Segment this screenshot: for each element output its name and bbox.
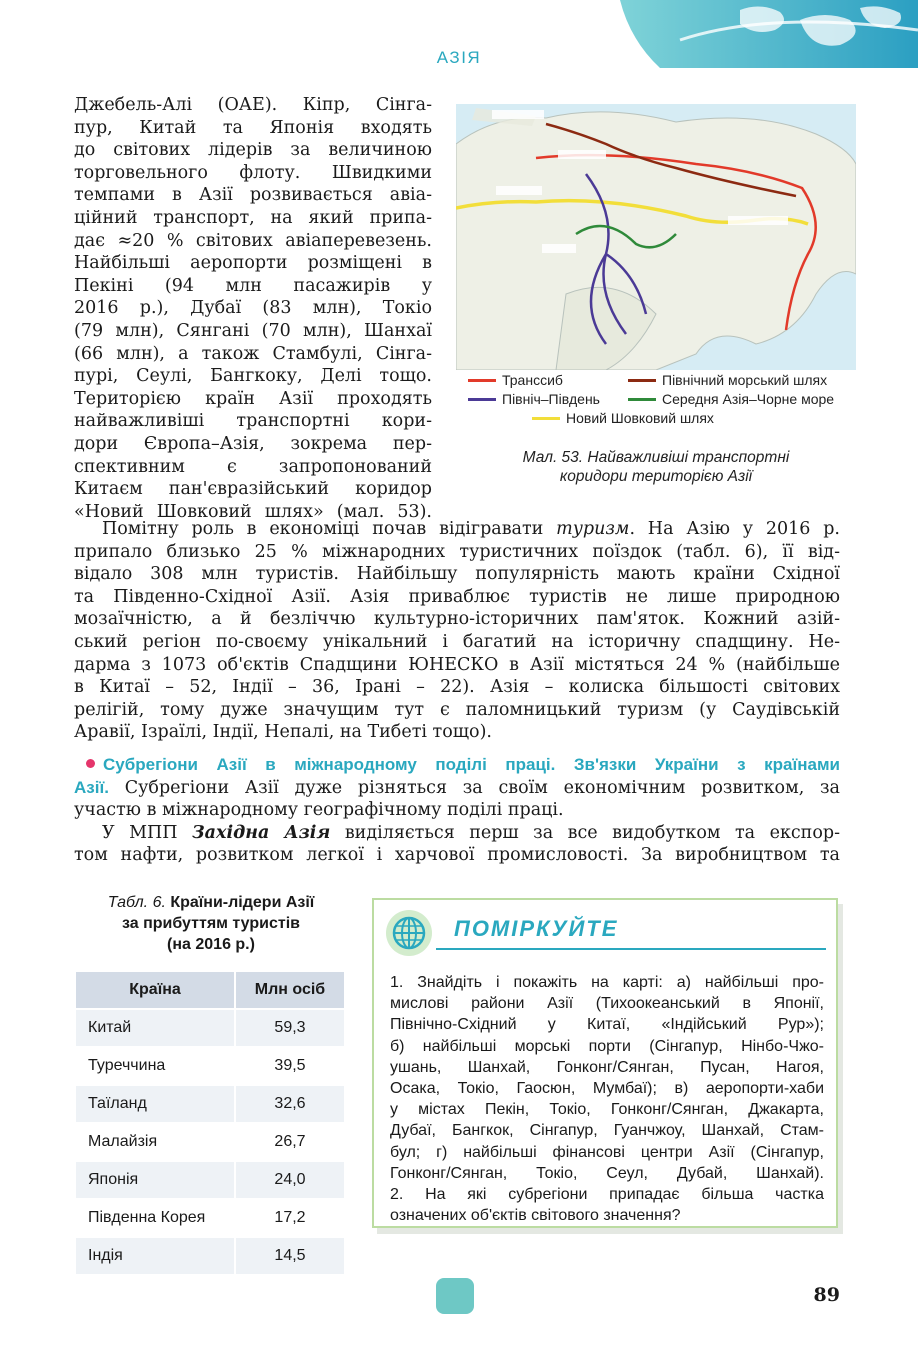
caption-line	[76, 934, 346, 955]
text-line: дори Європа–Азія, зокрема пер-	[74, 433, 432, 454]
country-cell: Малайзія	[76, 1123, 235, 1161]
text-line: та Південно-Східної Азії. Азія приваблює туристів не лише природною	[74, 586, 840, 607]
legend-swatch	[628, 398, 656, 401]
text-line: Гонконг/Сянган, Токіо, Сеул, Дубай, Шанхай).	[390, 1164, 824, 1182]
text-line: (79 млн), Сянгані (70 млн), Шанхаї	[74, 320, 432, 341]
tourism-table	[76, 972, 346, 1274]
value-cell: 14,5	[235, 1237, 345, 1274]
legend-item-northern-sea	[628, 372, 827, 388]
table-title: за прибуттям туристів	[122, 915, 300, 932]
subregions-paragraph	[74, 754, 840, 867]
value-cell: 17,2	[235, 1199, 345, 1237]
text-line: Аравії, Ізраїлі, Індії, Непалі, на Тибеті тощо).	[74, 722, 492, 743]
text-line: означених об'єктів світового значення?	[390, 1207, 681, 1225]
text-line: мислові райони Азії (Тихоокеанський в Японії,	[390, 995, 824, 1013]
text-line: бул; г) найбільші фінансові центри Азії (Сінгапур,	[390, 1143, 824, 1161]
text-run: виділяється перш за все видобутком та експор-	[330, 822, 840, 843]
section-title: АЗІЯ	[436, 48, 482, 67]
text-line: 2. На які субрегіони припадає більша частка	[390, 1186, 824, 1204]
text-line: пур, Китай та Японія входять	[74, 117, 432, 138]
text-line: 2016 р.), Дубаї (83 млн), Токіо	[74, 298, 432, 319]
text-line	[74, 777, 840, 800]
think-box-title: ПОМІРКУЙТЕ	[454, 916, 619, 941]
text-line: дає ≈20 % світових авіаперевезень.	[74, 230, 432, 251]
text-line: спективним є запропонований	[74, 456, 432, 477]
value-cell: 26,7	[235, 1123, 345, 1161]
text-line: Китаєм пан'євразійський коридор	[74, 479, 432, 500]
table-row	[76, 1161, 345, 1199]
table-caption	[76, 892, 346, 955]
text-run: У МПП	[102, 822, 193, 843]
left-column-text	[74, 94, 432, 523]
column-header: Країна	[76, 972, 235, 1009]
table-row	[76, 1123, 345, 1161]
legend-item-transsib	[468, 372, 563, 388]
legend-swatch	[532, 417, 560, 420]
title-underline	[436, 948, 826, 950]
emphasis-term: Західна Азія	[192, 822, 331, 843]
text-run: Субрегіони Азії дуже різняться за своїм економічним розвитком, за	[108, 777, 840, 798]
country-cell: Китай	[76, 1009, 235, 1047]
text-line	[74, 822, 840, 845]
text-line: (66 млн), а також Стамбулі, Сінга-	[74, 343, 432, 364]
figure-caption	[456, 448, 856, 486]
caption-line: Мал. 53. Найважливіші транспортні	[522, 449, 790, 466]
text-line: до світових лідерів за величиною	[74, 140, 432, 161]
legend-item-central-asia	[628, 391, 834, 407]
text-line: торговельного флоту. Швидкими	[74, 162, 432, 183]
emphasis-term: туризм	[556, 519, 630, 539]
text-line: ушань, Шанхай, Гонконг/Сянган, Пусан, Нагоя,	[390, 1058, 824, 1076]
section-heading: Субрегіони Азії в міжнародному поділі праці. Зв'язки України з країнами	[103, 755, 840, 774]
legend-label: Північний морський шлях	[662, 372, 828, 388]
caption-line	[76, 892, 346, 913]
text-line	[74, 754, 840, 777]
text-line: Джебель-Алі (ОАЕ). Кіпр, Сінга-	[74, 95, 432, 115]
table-row	[76, 1047, 345, 1085]
legend-swatch	[628, 379, 656, 382]
legend-label: Північ–Південь	[502, 391, 600, 407]
tourism-paragraph	[74, 518, 840, 744]
think-box-text	[390, 972, 824, 1226]
table-row	[76, 1237, 345, 1274]
text-line: ський регіон по-своєму унікальний і багатий на історичну спадщину. Не-	[74, 631, 840, 652]
text-line	[74, 518, 840, 541]
text-run: Помітну роль в економіці почав відігравати	[102, 519, 557, 539]
text-run: . На Азію у 2016 р.	[629, 519, 840, 539]
text-line: релігій, тому дуже значущим тут є паломницький туризм (у Саудівській	[74, 699, 840, 720]
text-line: 1. Знайдіть і покажіть на карті: а) найбільші про-	[390, 974, 824, 991]
table-row	[76, 1199, 345, 1237]
legend-label: Середня Азія–Чорне море	[662, 391, 835, 407]
value-cell: 32,6	[235, 1085, 345, 1123]
legend-swatch	[468, 398, 496, 401]
text-line: Північно-Східний у Китаї, «Індійський Рур»);	[390, 1016, 824, 1034]
text-line: Осака, Токіо, Гаосюн, Мумбаї); в) аеропорти-хаби	[390, 1080, 824, 1098]
bullet-icon	[86, 759, 95, 768]
value-cell: 59,3	[235, 1009, 345, 1047]
table-title: Країни-лідери Азії	[165, 894, 315, 911]
country-cell: Японія	[76, 1161, 235, 1199]
legend-item-north-south	[468, 391, 600, 407]
text-line: припало близько 25 % міжнародних туристичних поїздок (табл. 6), її від-	[74, 541, 840, 562]
section-heading: Азії.	[74, 777, 109, 797]
table-row	[76, 1009, 345, 1047]
text-line: Найбільші аеропорти розміщені в	[74, 253, 432, 274]
country-cell: Таїланд	[76, 1085, 235, 1123]
column-header: Млн осіб	[235, 972, 345, 1009]
text-line: участю в міжнародному географічному поділі праці.	[74, 800, 564, 821]
legend-label: Транссиб	[502, 372, 563, 388]
caption-line: коридори територією Азії	[559, 468, 753, 485]
value-cell: 39,5	[235, 1047, 345, 1085]
text-line: том нафти, розвитком легкої і харчової промисловості. За виробництвом та	[74, 845, 840, 866]
text-line: в Китаї – 52, Індії – 36, Ірані – 22). Азія – колиска більшості світових	[74, 677, 840, 698]
legend-item-silk-road	[532, 410, 714, 426]
text-line: Пекіні (94 млн пасажирів у	[74, 275, 432, 296]
country-cell: Південна Корея	[76, 1199, 235, 1237]
text-line: у містах Пекін, Токіо, Гонконг/Сянган, Джакарта,	[390, 1101, 824, 1119]
think-box	[372, 898, 838, 1228]
text-line: ційний транспорт, на який припа-	[74, 207, 432, 228]
table-number: Табл. 6.	[107, 894, 166, 911]
country-cell: Туреччина	[76, 1047, 235, 1085]
legend-label: Новий Шовковий шлях	[566, 410, 714, 426]
table-title: (на 2016 р.)	[167, 936, 255, 953]
legend-swatch	[468, 379, 496, 382]
table-row	[76, 1085, 345, 1123]
map-legend	[468, 372, 868, 432]
page-number: 89	[813, 1284, 840, 1306]
text-line: пурі, Сеулі, Бангкоку, Делі тощо.	[74, 366, 432, 387]
text-line: відало 308 млн туристів. Найбільшу популярність мають країни Східної	[74, 564, 840, 585]
text-line: Територією країн Азії проходять	[74, 388, 432, 409]
globe-icon	[384, 908, 434, 958]
country-cell: Індія	[76, 1237, 235, 1274]
text-line: Дубаї, Бангкок, Сінгапур, Гуанчжоу, Шанхай, Стам-	[390, 1122, 824, 1140]
text-line: «Новий Шовковий шлях» (мал. 53).	[74, 501, 432, 522]
transport-corridors-map	[456, 104, 856, 370]
text-line: б) найбільші морські порти (Сінгапур, Нінбо-Чжо-	[390, 1037, 824, 1055]
value-cell: 24,0	[235, 1161, 345, 1199]
text-line: дарма з 1073 об'єктів Спадщини ЮНЕСКО в Азії містяться 24 % (найбільше	[74, 654, 840, 675]
table-header-row	[76, 972, 345, 1009]
text-line: темпами в Азії розвивається авіа-	[74, 185, 432, 206]
page-marker	[436, 1278, 474, 1314]
text-line: найважливіші транспортні кори-	[74, 411, 432, 432]
text-line: мозаїчністю, а й безліччю культурно-історичних пам'яток. Кожний азій-	[74, 609, 840, 630]
caption-line	[76, 913, 346, 934]
